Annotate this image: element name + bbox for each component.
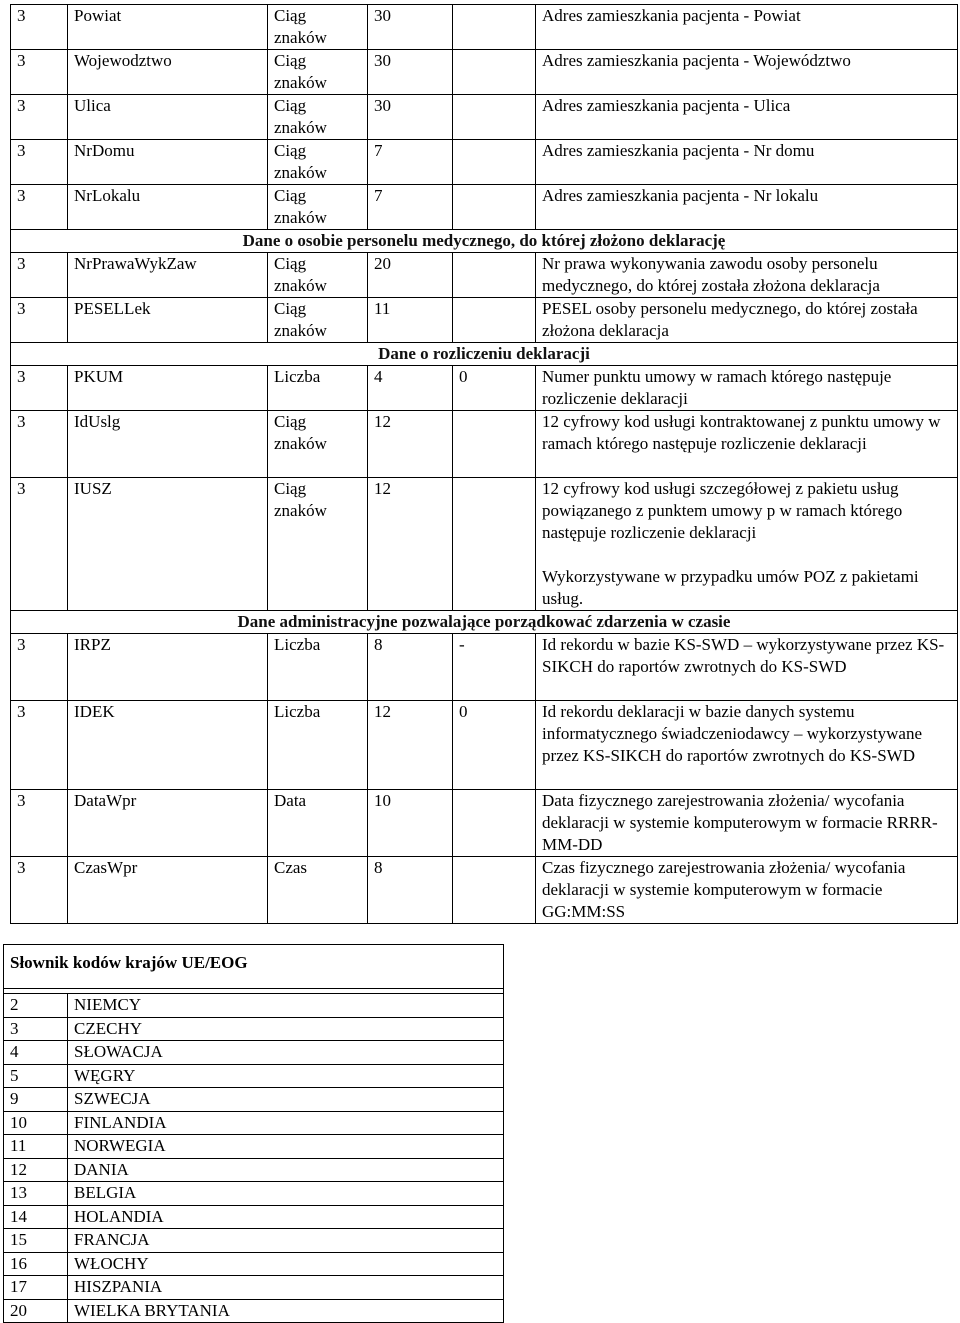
field-name-cell: IdUslg [68, 411, 268, 478]
field-precision-cell [453, 411, 536, 478]
field-length-cell: 10 [368, 790, 453, 857]
table-row [11, 857, 958, 924]
country-code: 2 [4, 994, 68, 1018]
field-precision-cell [453, 50, 536, 95]
field-description-cell: Numer punktu umowy w ramach którego następuje rozliczenie deklaracji [536, 366, 958, 411]
list-item [4, 1229, 504, 1253]
field-description-cell: Adres zamieszkania pacjenta - Powiat [536, 5, 958, 50]
field-length-cell: 20 [368, 253, 453, 298]
field-precision-cell [453, 5, 536, 50]
field-type-cell: Data [268, 790, 368, 857]
field-name-cell: NrPrawaWykZaw [68, 253, 268, 298]
table-row [11, 634, 958, 701]
list-item [4, 1111, 504, 1135]
field-precision-cell: - [453, 634, 536, 701]
country-name: FINLANDIA [68, 1111, 504, 1135]
field-description-cell: Id rekordu w bazie KS-SWD – wykorzystywane przez KS-SIKCH do raportów zwrotnych do KS-SWD [536, 634, 958, 701]
table-row [11, 140, 958, 185]
field-type-cell: Ciąg znaków [268, 5, 368, 50]
field-precision-cell [453, 298, 536, 343]
table-row [11, 50, 958, 95]
field-type-cell: Ciąg znaków [268, 185, 368, 230]
country-code: 14 [4, 1205, 68, 1229]
list-item [4, 1205, 504, 1229]
field-length-cell: 30 [368, 5, 453, 50]
country-code: 12 [4, 1158, 68, 1182]
field-type-cell: Ciąg znaków [268, 50, 368, 95]
field-precision-cell [453, 790, 536, 857]
level-cell: 3 [11, 50, 68, 95]
country-name: NIEMCY [68, 994, 504, 1018]
level-cell: 3 [11, 857, 68, 924]
field-precision-cell [453, 857, 536, 924]
table-row [11, 701, 958, 790]
country-code: 11 [4, 1135, 68, 1159]
field-length-cell: 7 [368, 185, 453, 230]
table-row [11, 185, 958, 230]
field-type-cell: Liczba [268, 634, 368, 701]
country-name: NORWEGIA [68, 1135, 504, 1159]
field-name-cell: PESELLek [68, 298, 268, 343]
field-name-cell: NrDomu [68, 140, 268, 185]
list-item [4, 1182, 504, 1206]
list-item [4, 1064, 504, 1088]
field-type-cell: Ciąg znaków [268, 298, 368, 343]
country-name: SZWECJA [68, 1088, 504, 1112]
table-row [11, 95, 958, 140]
field-length-cell: 8 [368, 634, 453, 701]
field-precision-cell [453, 140, 536, 185]
level-cell: 3 [11, 411, 68, 478]
country-name: HISZPANIA [68, 1276, 504, 1300]
level-cell: 3 [11, 634, 68, 701]
level-cell: 3 [11, 366, 68, 411]
country-name: DANIA [68, 1158, 504, 1182]
field-description-cell: 12 cyfrowy kod usługi kontraktowanej z punktu umowy w ramach którego następuje rozliczenie deklaracji [536, 411, 958, 478]
list-item [4, 994, 504, 1018]
field-precision-cell: 0 [453, 366, 536, 411]
field-description-cell: Czas fizycznego zarejestrowania złożenia/ wycofania deklaracji w systemie komputerowym w formacie GG:MM:SS [536, 857, 958, 924]
level-cell: 3 [11, 790, 68, 857]
country-code: 4 [4, 1041, 68, 1065]
country-code-dictionary [3, 944, 504, 1323]
field-length-cell: 4 [368, 366, 453, 411]
table-row [11, 298, 958, 343]
list-item [4, 1276, 504, 1300]
field-description-text: 12 cyfrowy kod usługi szczegółowej z pakietu usług powiązanego z punktem umowy p w ramach którego następuje rozliczenie deklaracji [542, 479, 903, 542]
country-code: 13 [4, 1182, 68, 1206]
field-name-cell: IRPZ [68, 634, 268, 701]
field-description-cell: Adres zamieszkania pacjenta - Ulica [536, 95, 958, 140]
field-description-cell: Adres zamieszkania pacjenta - Nr domu [536, 140, 958, 185]
level-cell: 3 [11, 478, 68, 611]
field-description-note: Wykorzystywane w przypadku umów POZ z pakietami usług. [542, 567, 919, 608]
country-name: BELGIA [68, 1182, 504, 1206]
list-item [4, 1299, 504, 1323]
field-precision-cell [453, 253, 536, 298]
field-length-cell: 11 [368, 298, 453, 343]
field-type-cell: Ciąg znaków [268, 411, 368, 478]
field-description-cell: Id rekordu deklaracji w bazie danych systemu informatycznego świadczeniodawcy – wykorzystywane przez KS-SIKCH do raportów zwrotnych do KS-SWD [536, 701, 958, 790]
field-length-cell: 30 [368, 95, 453, 140]
section-row [11, 611, 958, 634]
country-code: 16 [4, 1252, 68, 1276]
field-name-cell: NrLokalu [68, 185, 268, 230]
list-item [4, 1252, 504, 1276]
level-cell: 3 [11, 701, 68, 790]
list-item [4, 1041, 504, 1065]
dictionary-title: Słownik kodów krajów UE/EOG [4, 945, 504, 989]
field-name-cell: PKUM [68, 366, 268, 411]
list-item [4, 1158, 504, 1182]
field-name-cell: Wojewodztwo [68, 50, 268, 95]
field-description-cell: Nr prawa wykonywania zawodu osoby personelu medycznego, do której została złożona deklaracja [536, 253, 958, 298]
level-cell: 3 [11, 95, 68, 140]
country-name: FRANCJA [68, 1229, 504, 1253]
country-code: 17 [4, 1276, 68, 1300]
country-code: 3 [4, 1017, 68, 1041]
field-name-cell: DataWpr [68, 790, 268, 857]
country-name: WŁOCHY [68, 1252, 504, 1276]
section-heading-admin: Dane administracyjne pozwalające porządkować zdarzenia w czasie [11, 611, 958, 634]
country-code: 15 [4, 1229, 68, 1253]
field-type-cell: Liczba [268, 701, 368, 790]
field-length-cell: 12 [368, 478, 453, 611]
level-cell: 3 [11, 185, 68, 230]
section-heading-personel: Dane o osobie personelu medycznego, do której złożono deklarację [11, 230, 958, 253]
field-precision-cell [453, 478, 536, 611]
country-name: CZECHY [68, 1017, 504, 1041]
field-length-cell: 30 [368, 50, 453, 95]
field-type-cell: Ciąg znaków [268, 253, 368, 298]
table-row [11, 411, 958, 478]
field-spec-table [10, 4, 958, 924]
table-row [11, 5, 958, 50]
table-row [11, 366, 958, 411]
field-name-cell: Powiat [68, 5, 268, 50]
field-length-cell: 7 [368, 140, 453, 185]
section-heading-rozliczenie: Dane o rozliczeniu deklaracji [11, 343, 958, 366]
field-description-cell: Adres zamieszkania pacjenta - Województwo [536, 50, 958, 95]
country-name: HOLANDIA [68, 1205, 504, 1229]
country-name: SŁOWACJA [68, 1041, 504, 1065]
country-name: WĘGRY [68, 1064, 504, 1088]
field-type-cell: Liczba [268, 366, 368, 411]
table-row [11, 478, 958, 611]
level-cell: 3 [11, 253, 68, 298]
level-cell: 3 [11, 140, 68, 185]
field-type-cell: Czas [268, 857, 368, 924]
field-name-cell: IUSZ [68, 478, 268, 611]
field-precision-cell: 0 [453, 701, 536, 790]
field-length-cell: 12 [368, 411, 453, 478]
field-description-cell: Data fizycznego zarejestrowania złożenia/ wycofania deklaracji w systemie komputerowym w formacie RRRR-MM-DD [536, 790, 958, 857]
country-code: 10 [4, 1111, 68, 1135]
field-description-cell [536, 478, 958, 611]
country-code: 5 [4, 1064, 68, 1088]
list-item [4, 1088, 504, 1112]
field-name-cell: CzasWpr [68, 857, 268, 924]
field-description-cell: Adres zamieszkania pacjenta - Nr lokalu [536, 185, 958, 230]
country-code: 20 [4, 1299, 68, 1323]
list-item [4, 1017, 504, 1041]
section-row [11, 230, 958, 253]
field-length-cell: 12 [368, 701, 453, 790]
field-length-cell: 8 [368, 857, 453, 924]
table-row [11, 790, 958, 857]
dictionary-header-row [4, 945, 504, 989]
field-type-cell: Ciąg znaków [268, 478, 368, 611]
field-precision-cell [453, 95, 536, 140]
country-code: 9 [4, 1088, 68, 1112]
field-type-cell: Ciąg znaków [268, 95, 368, 140]
level-cell: 3 [11, 298, 68, 343]
list-item [4, 1135, 504, 1159]
field-description-cell: PESEL osoby personelu medycznego, do której została złożona deklaracja [536, 298, 958, 343]
field-precision-cell [453, 185, 536, 230]
field-name-cell: Ulica [68, 95, 268, 140]
field-type-cell: Ciąg znaków [268, 140, 368, 185]
table-row [11, 253, 958, 298]
country-name: WIELKA BRYTANIA [68, 1299, 504, 1323]
level-cell: 3 [11, 5, 68, 50]
section-row [11, 343, 958, 366]
field-name-cell: IDEK [68, 701, 268, 790]
